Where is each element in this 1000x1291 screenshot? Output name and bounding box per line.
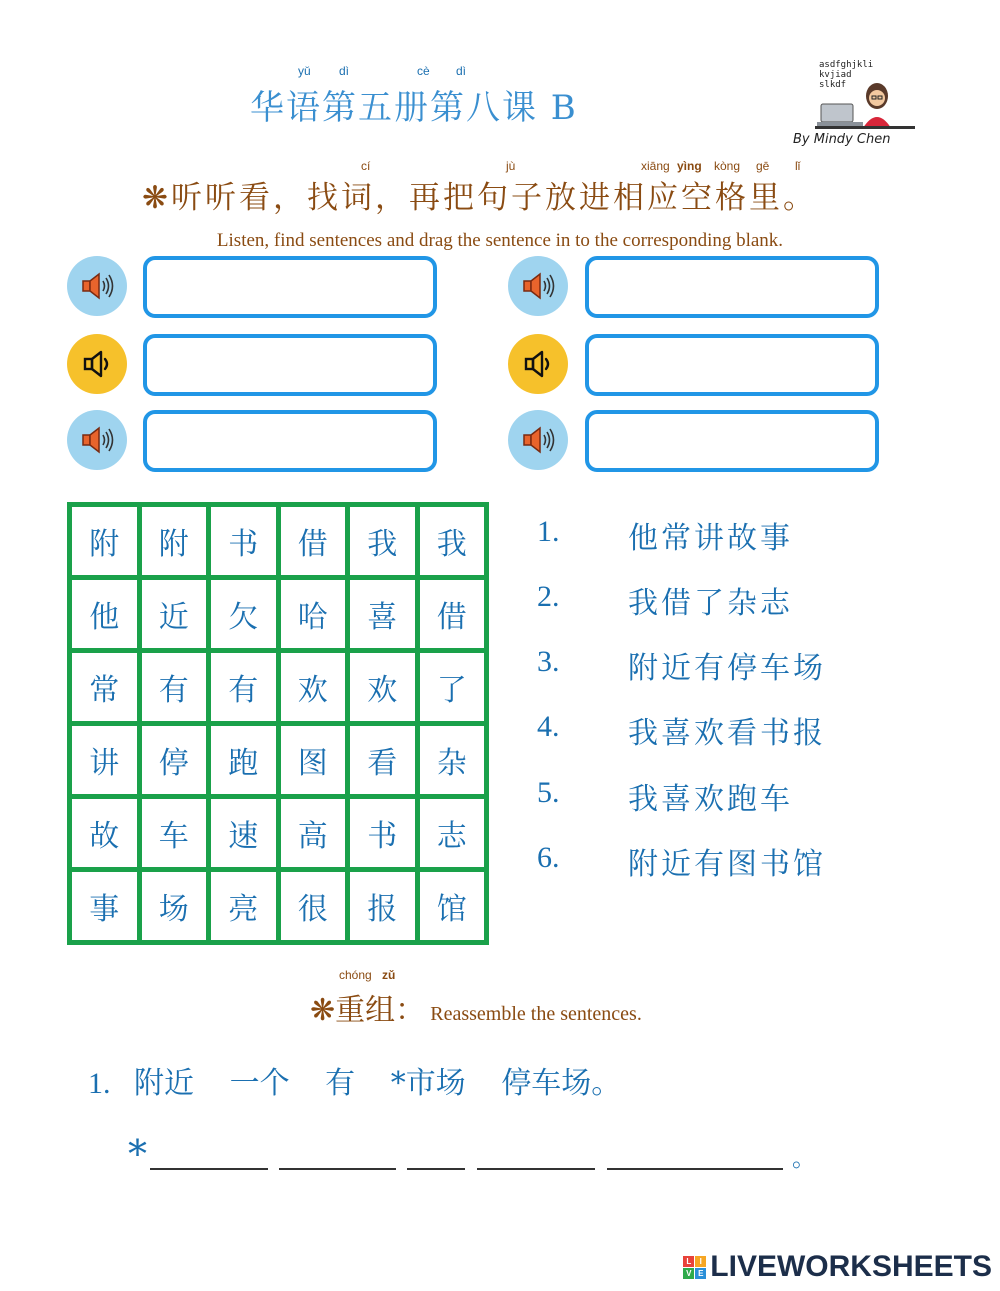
drop-blank-left-1[interactable] bbox=[143, 256, 437, 318]
instr-pinyin-xiang: xiāng bbox=[641, 159, 670, 173]
sentence-number: 1. bbox=[537, 515, 560, 548]
grid-cell[interactable]: 跑 bbox=[211, 726, 276, 794]
grid-cell[interactable]: 场 bbox=[142, 872, 207, 940]
speaker-outline-icon[interactable] bbox=[67, 334, 127, 394]
instr-pinyin-ci: cí bbox=[361, 159, 371, 173]
section2-chinese: 重组： bbox=[335, 993, 426, 1028]
grid-cell[interactable]: 车 bbox=[142, 799, 207, 867]
instr-pinyin-ge: gē bbox=[756, 159, 770, 173]
sentence-item[interactable]: 我喜欢看书报 bbox=[628, 716, 826, 751]
grid-cell[interactable]: 事 bbox=[72, 872, 137, 940]
speaker-loud-icon[interactable] bbox=[67, 410, 127, 470]
answer-blank-3[interactable] bbox=[407, 1168, 465, 1170]
drop-blank-right-3[interactable] bbox=[585, 410, 879, 472]
grid-cell[interactable]: 速 bbox=[211, 799, 276, 867]
grid-cell[interactable]: 有 bbox=[211, 653, 276, 721]
title-pinyin-ce: cè bbox=[417, 64, 430, 78]
grid-cell[interactable]: 了 bbox=[420, 653, 485, 721]
speaker-outline-icon[interactable] bbox=[508, 334, 568, 394]
word-chip[interactable]: 附近 bbox=[134, 1066, 195, 1101]
author-byline: By Mindy Chen bbox=[793, 132, 891, 147]
speaker-loud-icon[interactable] bbox=[67, 256, 127, 316]
grid-cell[interactable]: 常 bbox=[72, 653, 137, 721]
grid-cell[interactable]: 报 bbox=[350, 872, 415, 940]
instr-pinyin-ying: yìng bbox=[677, 159, 702, 173]
word-chip[interactable]: 一个 bbox=[229, 1066, 290, 1101]
grid-cell[interactable]: 杂 bbox=[420, 726, 485, 794]
sec2-pinyin-chong: chóng bbox=[339, 968, 372, 982]
instr-pinyin-li: lǐ bbox=[795, 159, 801, 173]
sentence-item[interactable]: 我喜欢跑车 bbox=[628, 782, 793, 817]
grid-cell[interactable]: 停 bbox=[142, 726, 207, 794]
instructions-chinese bbox=[142, 172, 817, 217]
word-chip[interactable]: *市场 bbox=[390, 1066, 466, 1101]
sentence-item[interactable]: 附近有停车场 bbox=[628, 651, 826, 686]
grid-cell[interactable]: 高 bbox=[281, 799, 346, 867]
question-number: 1. bbox=[88, 1067, 111, 1100]
grid-cell[interactable]: 借 bbox=[281, 507, 346, 575]
instructions-english: Listen, find sentences and drag the sentence in to the corresponding blank. bbox=[216, 230, 784, 251]
drop-blank-left-2[interactable] bbox=[143, 334, 437, 396]
answer-blank-5[interactable] bbox=[607, 1168, 783, 1170]
sentence-number: 4. bbox=[537, 710, 560, 743]
grid-cell[interactable]: 有 bbox=[142, 653, 207, 721]
grid-cell[interactable]: 看 bbox=[350, 726, 415, 794]
drop-blank-left-3[interactable] bbox=[143, 410, 437, 472]
page-title: 华语第五册第八课 B bbox=[250, 88, 578, 128]
grid-cell[interactable]: 图 bbox=[281, 726, 346, 794]
word-chip[interactable]: 有 bbox=[325, 1066, 356, 1101]
question-1 bbox=[88, 1058, 647, 1102]
sentence-number: 2. bbox=[537, 580, 560, 613]
answer-blank-4[interactable] bbox=[477, 1168, 595, 1170]
instructions-chinese-text: 听听看，找词，再把句子放进相应空格里。 bbox=[170, 180, 817, 216]
logo-letters-2: kvjiad bbox=[819, 70, 852, 80]
liveworksheets-brand bbox=[683, 1250, 992, 1284]
logo-letters-3: slkdf bbox=[819, 80, 847, 90]
section2-heading bbox=[310, 985, 642, 1029]
grid-cell[interactable]: 近 bbox=[142, 580, 207, 648]
title-pinyin-di2: dì bbox=[456, 64, 467, 78]
grid-cell[interactable]: 喜 bbox=[350, 580, 415, 648]
answer-blank-1[interactable] bbox=[150, 1168, 268, 1170]
grid-cell[interactable]: 讲 bbox=[72, 726, 137, 794]
sentence-item[interactable]: 我借了杂志 bbox=[628, 586, 793, 621]
grid-cell[interactable]: 很 bbox=[281, 872, 346, 940]
author-logo bbox=[793, 58, 915, 150]
title-pinyin-yu: yǔ bbox=[298, 64, 311, 78]
grid-cell[interactable]: 我 bbox=[420, 507, 485, 575]
answer-blank-2[interactable] bbox=[279, 1168, 396, 1170]
grid-cell[interactable]: 附 bbox=[142, 507, 207, 575]
grid-cell[interactable]: 亮 bbox=[211, 872, 276, 940]
section2-english: Reassemble the sentences. bbox=[430, 1003, 642, 1025]
grid-cell[interactable]: 书 bbox=[211, 507, 276, 575]
sec2-pinyin-zu: zǔ bbox=[382, 968, 396, 982]
sentence-item[interactable]: 附近有图书馆 bbox=[628, 847, 826, 882]
grid-cell[interactable]: 故 bbox=[72, 799, 137, 867]
instr-pinyin-ju: jù bbox=[506, 159, 516, 173]
drop-blank-right-2[interactable] bbox=[585, 334, 879, 396]
logo-letters-1: asdfghjkli bbox=[819, 60, 874, 70]
grid-cell[interactable]: 借 bbox=[420, 580, 485, 648]
snowflake-icon: ❋ bbox=[310, 993, 336, 1028]
answer-suffix: 。 bbox=[792, 1144, 816, 1172]
grid-cell[interactable]: 欢 bbox=[350, 653, 415, 721]
sentence-number: 3. bbox=[537, 645, 560, 678]
grid-cell[interactable]: 欠 bbox=[211, 580, 276, 648]
sentence-item[interactable]: 他常讲故事 bbox=[628, 521, 793, 556]
speaker-loud-icon[interactable] bbox=[508, 256, 568, 316]
drop-blank-right-1[interactable] bbox=[585, 256, 879, 318]
instr-pinyin-kong: kòng bbox=[714, 159, 741, 173]
sentence-number: 6. bbox=[537, 841, 560, 874]
word-chip[interactable]: 停车场。 bbox=[501, 1066, 622, 1101]
title-pinyin-di: dì bbox=[339, 64, 350, 78]
snowflake-icon: ❋ bbox=[142, 180, 171, 216]
grid-cell[interactable]: 我 bbox=[350, 507, 415, 575]
grid-cell[interactable]: 他 bbox=[72, 580, 137, 648]
speaker-loud-icon[interactable] bbox=[508, 410, 568, 470]
grid-cell[interactable]: 欢 bbox=[281, 653, 346, 721]
grid-cell[interactable]: 志 bbox=[420, 799, 485, 867]
word-search-grid bbox=[67, 502, 489, 945]
grid-cell[interactable]: 哈 bbox=[281, 580, 346, 648]
grid-cell[interactable]: 馆 bbox=[420, 872, 485, 940]
teacher-illustration-icon bbox=[815, 78, 915, 130]
grid-cell[interactable]: 附 bbox=[72, 507, 137, 575]
brand-text: LIVEWORKSHEETS bbox=[710, 1250, 992, 1283]
liveworksheets-logo-icon: L I V E bbox=[683, 1256, 706, 1279]
sentence-number: 5. bbox=[537, 776, 560, 809]
answer-prefix: * bbox=[128, 1132, 147, 1176]
grid-cell[interactable]: 书 bbox=[350, 799, 415, 867]
